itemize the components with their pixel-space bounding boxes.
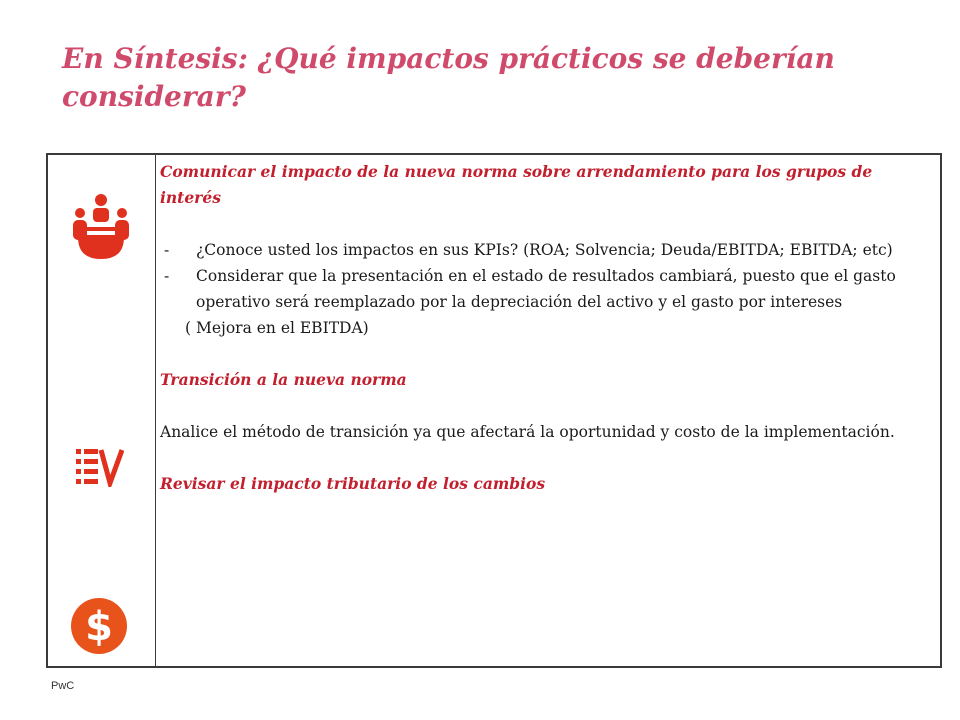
dollar-icon xyxy=(69,596,129,656)
transition-body-text: Analice el método de transición ya que afectará la oportunidad y costo de la implementación. xyxy=(160,423,895,441)
footer-label: PwC xyxy=(51,680,75,692)
text-column xyxy=(160,159,932,497)
kpi-bullet-list xyxy=(160,237,932,315)
icon-column xyxy=(48,155,156,666)
section-heading-communicate: Comunicar el impacto de la nueva norma sobre arrendamiento para los grupos de interés xyxy=(160,162,873,207)
section-heading-tax: Revisar el impacto tributario de los cambios xyxy=(160,474,546,493)
bullet-marker: - xyxy=(164,267,170,285)
bullet-text: ¿Conoce usted los impactos en sus KPIs? (ROA; Solvencia; Deuda/EBITDA; EBITDA; etc) xyxy=(196,241,893,259)
svg-text:$: $ xyxy=(85,604,113,650)
ebitda-note: ( Mejora en el EBITDA) xyxy=(185,319,369,337)
content-table xyxy=(46,153,942,668)
list-item xyxy=(160,237,932,263)
slide-title: En Síntesis: ¿Qué impactos prácticos se deberían considerar? xyxy=(62,42,835,113)
bullet-marker: - xyxy=(164,241,170,259)
list-item xyxy=(160,263,932,315)
bullet-text: Considerar que la presentación en el estado de resultados cambiará, puesto que el gasto operativo será reemplazado por la depreciación del activo y el gasto por intereses xyxy=(196,267,896,311)
people-group-icon xyxy=(70,193,132,261)
section-heading-transition: Transición a la nueva norma xyxy=(160,370,407,389)
checklist-icon xyxy=(76,447,124,487)
